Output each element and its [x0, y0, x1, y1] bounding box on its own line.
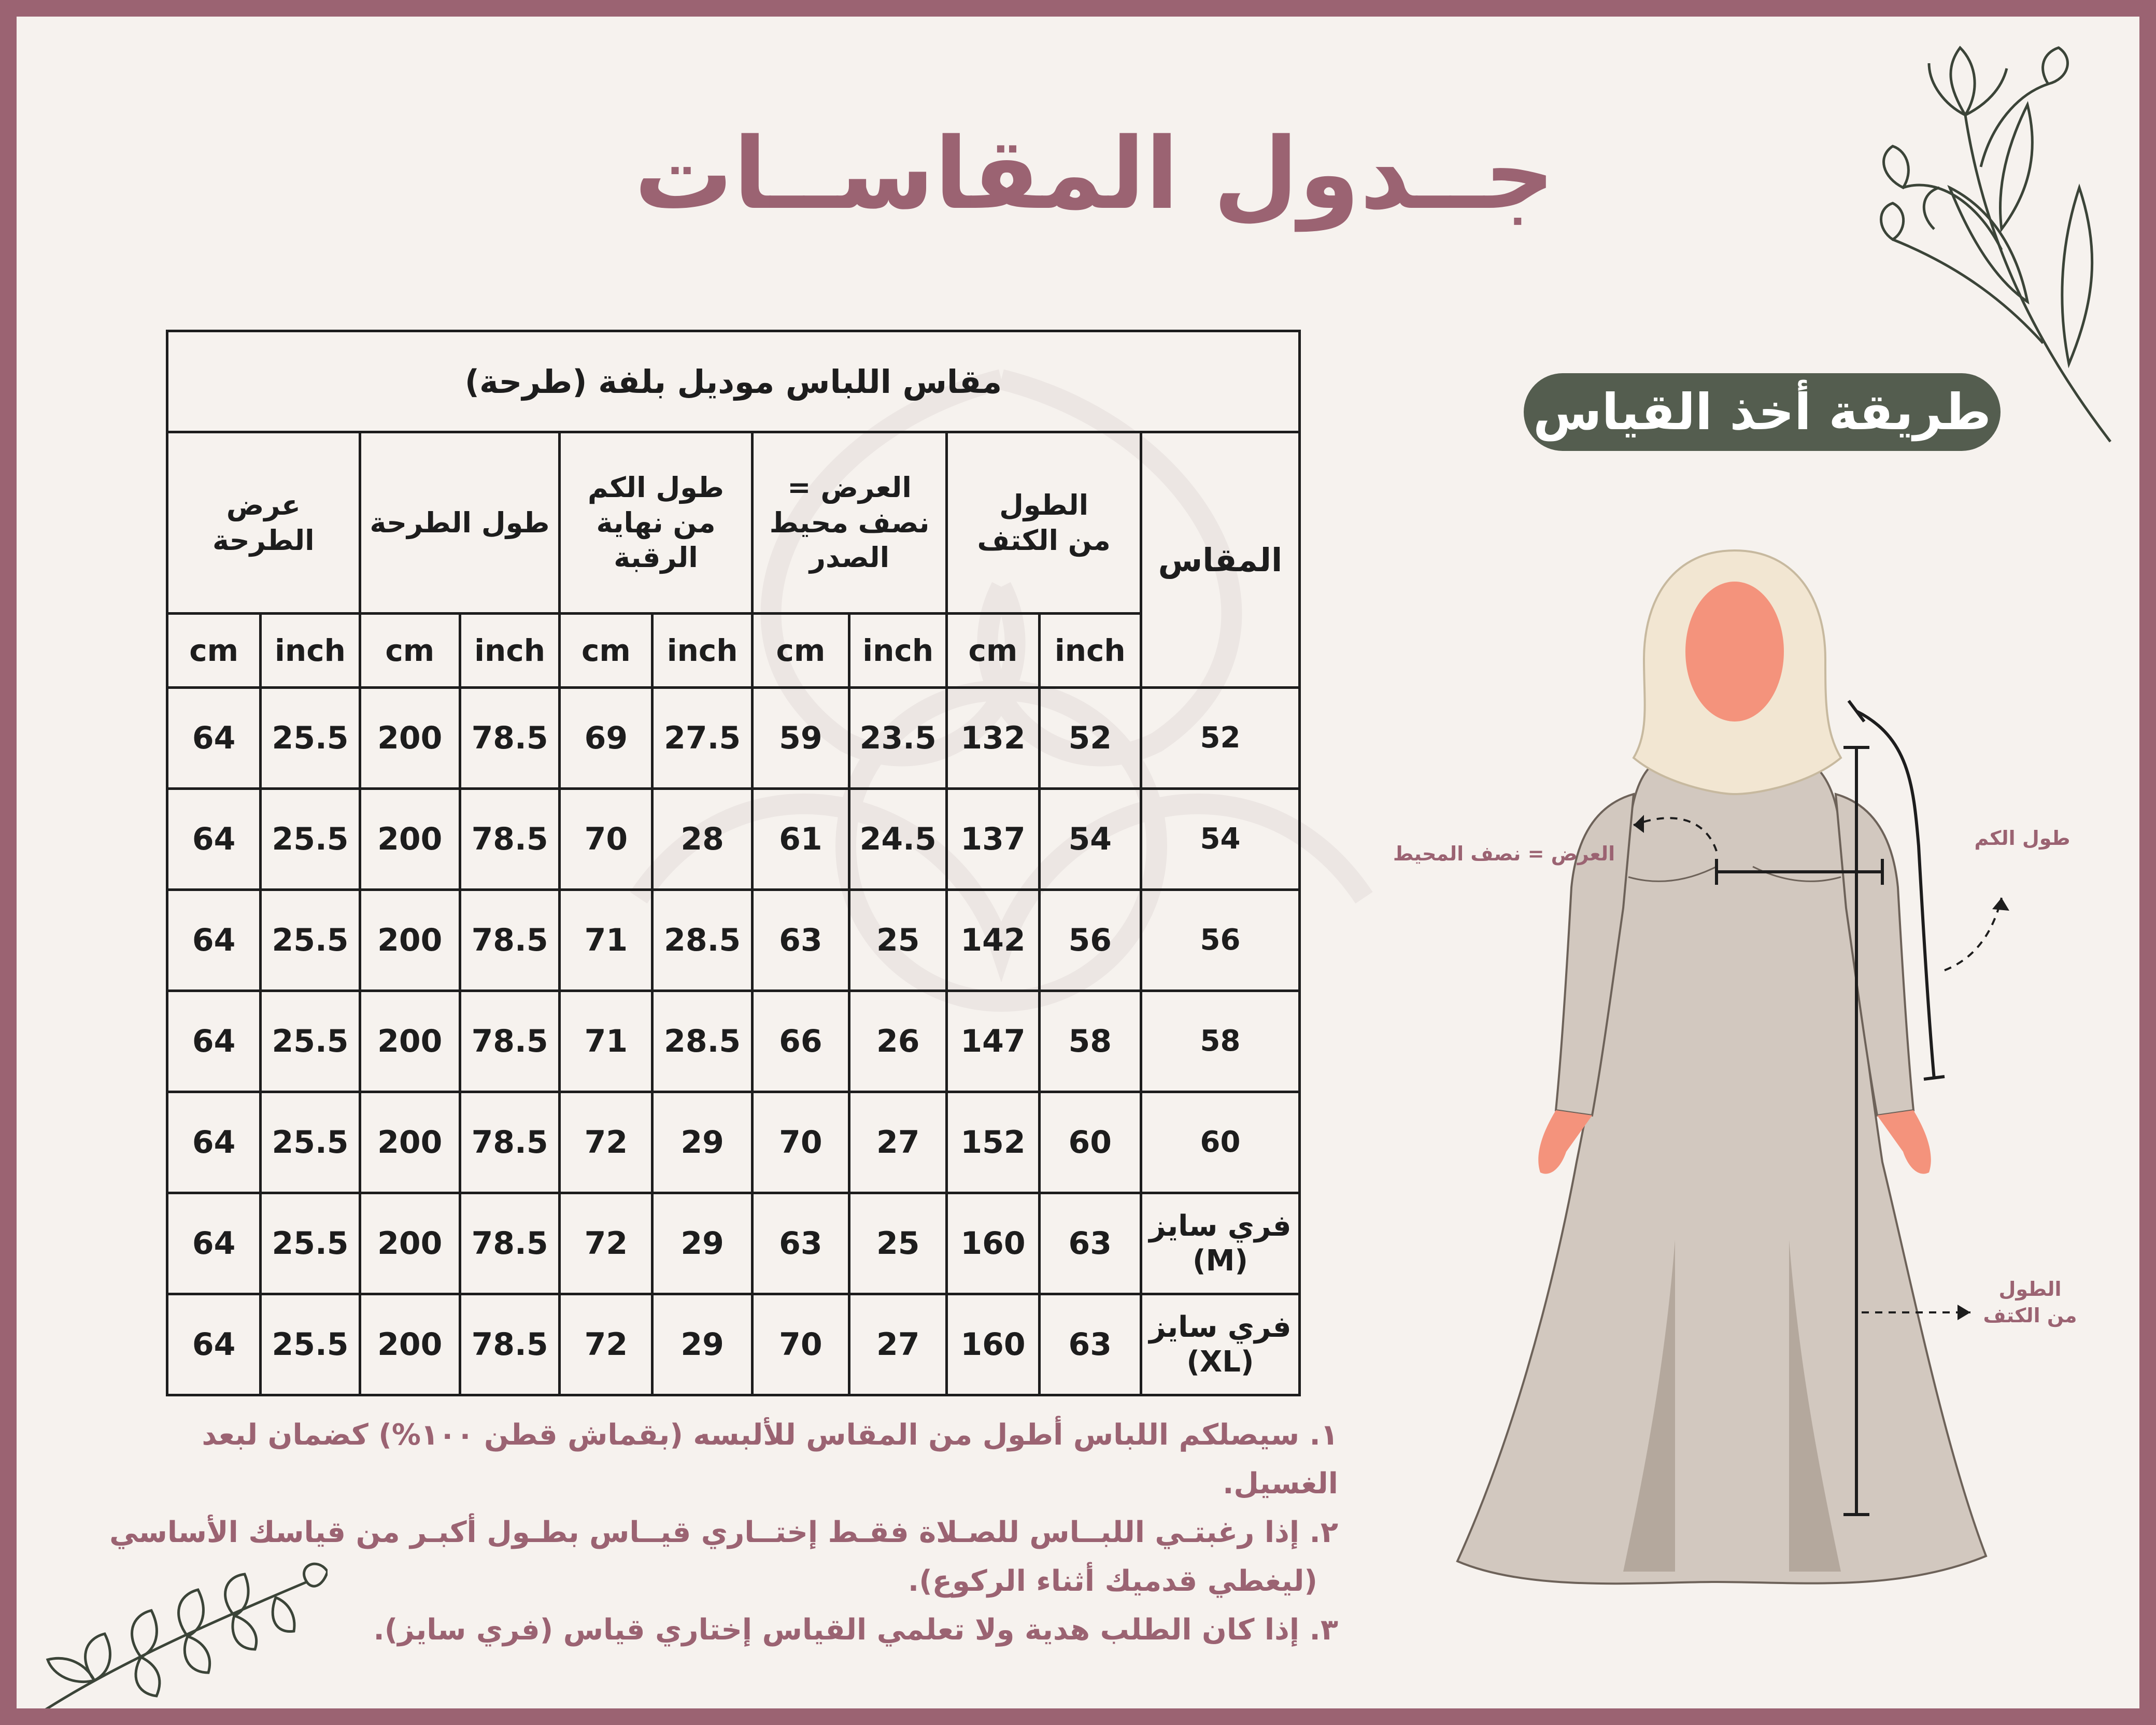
table-body — [167, 688, 1300, 1395]
value-cell: 147 — [947, 991, 1039, 1092]
value-cell: 27.5 — [653, 688, 752, 789]
unit-header: cm — [560, 614, 653, 688]
value-cell: 64 — [167, 1092, 261, 1193]
value-cell: 142 — [947, 890, 1039, 991]
value-cell: 63 — [1039, 1193, 1141, 1294]
value-cell: 29 — [653, 1092, 752, 1193]
value-cell: 78.5 — [460, 789, 559, 890]
scarf-width-header — [167, 432, 360, 614]
unit-header: inch — [1039, 614, 1141, 688]
value-cell: 71 — [560, 890, 653, 991]
value-cell: 72 — [560, 1294, 653, 1395]
unit-header: cm — [752, 614, 849, 688]
value-cell: 200 — [360, 688, 460, 789]
value-cell: 29 — [653, 1294, 752, 1395]
value-cell: 200 — [360, 1092, 460, 1193]
value-cell: 25.5 — [261, 1294, 360, 1395]
value-cell: 61 — [752, 789, 849, 890]
value-cell: 63 — [752, 1193, 849, 1294]
value-cell: 200 — [360, 890, 460, 991]
size-cell: 54 — [1141, 789, 1299, 890]
table-caption: مقاس اللباس موديل بلفة (طرحة) — [167, 331, 1300, 432]
value-cell: 78.5 — [460, 1092, 559, 1193]
value-cell: 60 — [1039, 1092, 1141, 1193]
dress-figure-icon — [1354, 514, 2110, 1634]
value-cell: 23.5 — [849, 688, 947, 789]
value-cell: 70 — [560, 789, 653, 890]
value-cell: 152 — [947, 1092, 1039, 1193]
value-cell: 200 — [360, 991, 460, 1092]
value-cell: 24.5 — [849, 789, 947, 890]
size-column-header: المقاس — [1141, 432, 1299, 688]
value-cell: 137 — [947, 789, 1039, 890]
unit-header: cm — [167, 614, 261, 688]
page-title: جــدول المقاســات — [634, 117, 1555, 231]
value-cell: 64 — [167, 688, 261, 789]
width-header — [752, 432, 947, 614]
size-cell: فري سايز (M) — [1141, 1193, 1299, 1294]
value-cell: 69 — [560, 688, 653, 789]
value-cell: 29 — [653, 1193, 752, 1294]
size-cell: 58 — [1141, 991, 1299, 1092]
value-cell: 54 — [1039, 789, 1141, 890]
value-cell: 64 — [167, 789, 261, 890]
value-cell: 28 — [653, 789, 752, 890]
value-cell: 160 — [947, 1294, 1039, 1395]
value-cell: 160 — [947, 1193, 1039, 1294]
value-cell: 56 — [1039, 890, 1141, 991]
table-row — [167, 688, 1300, 789]
value-cell: 78.5 — [460, 991, 559, 1092]
value-cell: 63 — [752, 890, 849, 991]
unit-header: inch — [653, 614, 752, 688]
width-label: العرض = نصف المحيط — [1393, 842, 1615, 865]
notes — [105, 1411, 1338, 1655]
value-cell: 66 — [752, 991, 849, 1092]
value-cell: 25.5 — [261, 688, 360, 789]
length-header — [947, 432, 1141, 614]
sleeve-label: طول الكم — [1974, 827, 2070, 850]
unit-header: inch — [849, 614, 947, 688]
value-cell: 27 — [849, 1294, 947, 1395]
note-2-continued: (ليغطي قدميك أثناء الركوع). — [907, 1564, 1317, 1598]
value-cell: 132 — [947, 688, 1039, 789]
how-to-measure-badge: طريقة أخذ القياس — [1524, 373, 2001, 451]
group-label: العرض = نصف محيط الصدر — [769, 471, 930, 574]
size-cell: فري سايز (XL) — [1141, 1294, 1299, 1395]
size-cell: 60 — [1141, 1092, 1299, 1193]
note-2: ٢. إذا رغبتـي اللبــاس للصـلاة فقـط إختــاري قيــاس بطـول أكبـر من قياسك الأساسي — [109, 1516, 1338, 1549]
size-table — [166, 330, 1301, 1396]
value-cell: 25.5 — [261, 991, 360, 1092]
unit-header: inch — [460, 614, 559, 688]
unit-header: cm — [947, 614, 1039, 688]
table-row — [167, 789, 1300, 890]
value-cell: 78.5 — [460, 1193, 559, 1294]
value-cell: 25 — [849, 1193, 947, 1294]
table-row — [167, 1294, 1300, 1395]
value-cell: 28.5 — [653, 991, 752, 1092]
unit-header: inch — [261, 614, 360, 688]
value-cell: 25.5 — [261, 890, 360, 991]
value-cell: 70 — [752, 1294, 849, 1395]
value-cell: 64 — [167, 890, 261, 991]
value-cell: 25.5 — [261, 789, 360, 890]
page-background — [17, 17, 2139, 1708]
unit-header: cm — [360, 614, 460, 688]
value-cell: 78.5 — [460, 890, 559, 991]
value-cell: 200 — [360, 789, 460, 890]
note-3: ٣. إذا كان الطلب هدية ولا تعلمي القياس إختاري قياس (فري سايز). — [373, 1613, 1338, 1647]
value-cell: 71 — [560, 991, 653, 1092]
table-row — [167, 991, 1300, 1092]
value-cell: 64 — [167, 1294, 261, 1395]
value-cell: 200 — [360, 1294, 460, 1395]
unit-row — [167, 614, 1300, 688]
value-cell: 25.5 — [261, 1092, 360, 1193]
value-cell: 78.5 — [460, 688, 559, 789]
value-cell: 25 — [849, 890, 947, 991]
table-row — [167, 890, 1300, 991]
group-label: طول الكم من نهاية الرقبة — [588, 471, 724, 574]
value-cell: 78.5 — [460, 1294, 559, 1395]
table-row — [167, 1193, 1300, 1294]
table-row — [167, 1092, 1300, 1193]
group-label: طول الطرحة — [370, 506, 550, 539]
sleeve-header — [560, 432, 753, 614]
value-cell: 27 — [849, 1092, 947, 1193]
value-cell: 26 — [849, 991, 947, 1092]
group-label: الطول من الكتف — [977, 489, 1111, 557]
size-cell: 56 — [1141, 890, 1299, 991]
value-cell: 72 — [560, 1193, 653, 1294]
size-cell: 52 — [1141, 688, 1299, 789]
scarf-length-header — [360, 432, 560, 614]
value-cell: 59 — [752, 688, 849, 789]
value-cell: 72 — [560, 1092, 653, 1193]
note-1: ١. سيصلكم اللباس أطول من المقاس للألبسه (بقماش قطن ١٠٠%) كضمان لبعد الغسيل. — [202, 1418, 1338, 1501]
length-label: الطول من الكتف — [1983, 1278, 2077, 1327]
value-cell: 63 — [1039, 1294, 1141, 1395]
value-cell: 64 — [167, 991, 261, 1092]
value-cell: 200 — [360, 1193, 460, 1294]
value-cell: 64 — [167, 1193, 261, 1294]
value-cell: 25.5 — [261, 1193, 360, 1294]
value-cell: 52 — [1039, 688, 1141, 789]
value-cell: 28.5 — [653, 890, 752, 991]
value-cell: 70 — [752, 1092, 849, 1193]
value-cell: 58 — [1039, 991, 1141, 1092]
group-label: عرض الطرحة — [212, 489, 315, 557]
